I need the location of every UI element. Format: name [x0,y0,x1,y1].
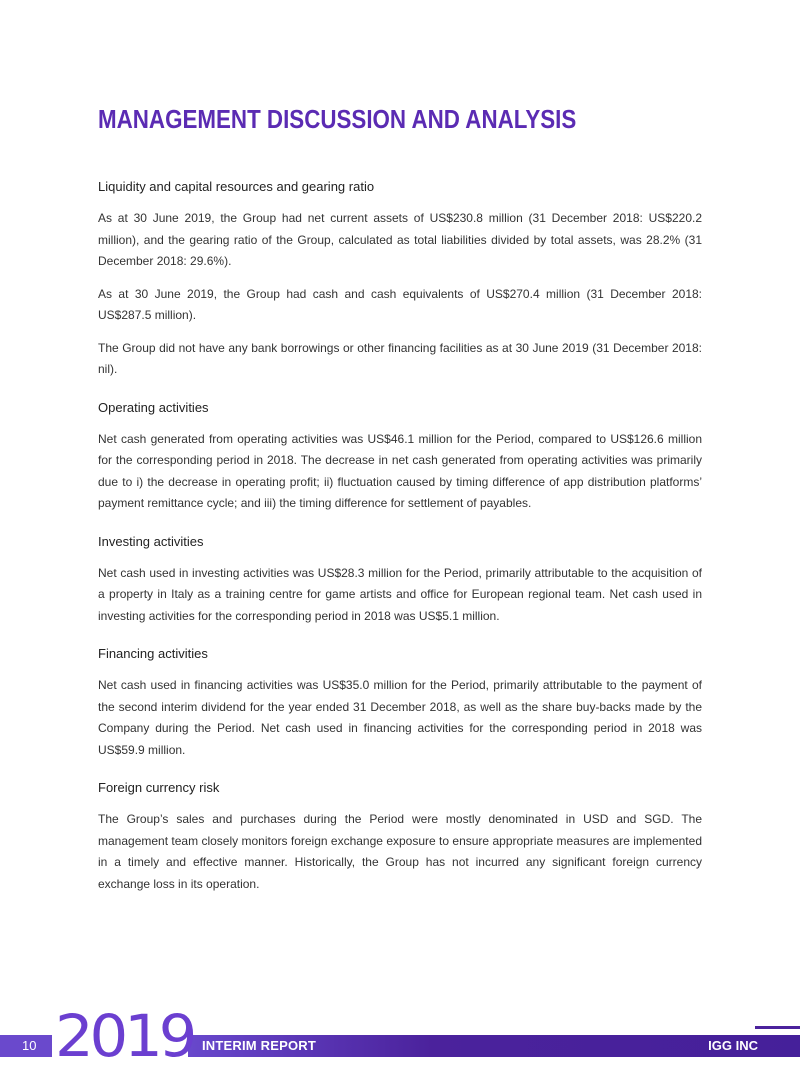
paragraph: The Group’s sales and purchases during the Period were mostly denominated in USD and SGD. The management team closely monitors foreign exchange exposure to ensure appropriate measures are implemented in a timely and effective manner. Historically, the Group has not incurred any significant foreign currency exchange loss in its operation. [98,812,702,891]
document-body [98,178,702,913]
section-heading: Liquidity and capital resources and gearing ratio [98,179,375,194]
section-heading: Investing activities [98,533,204,549]
section-heading: Foreign currency risk [98,780,220,795]
section-financing [98,645,702,761]
paragraph: Net cash used in financing activities was US$35.0 million for the Period, primarily attributable to the payment of the second interim dividend for the year ended 31 December 2018, as well as the share buy-backs made by the Company during the Period. Net cash used in financing activities for the corresponding period in 2018 was US$59.9 million. [98,678,702,757]
section-investing [98,533,702,628]
paragraph: Net cash generated from operating activities was US$46.1 million for the Period, compared to US$126.6 million for the corresponding period in 2018. The decrease in net cash generated from operating activities was primarily due to i) the decrease in operating profit; ii) fluctuation caused by timing difference of app distribution platforms’ payment remittance cycle; and iii) the timing difference for settlement of payables. [98,431,702,510]
report-label: INTERIM REPORT [202,1038,317,1053]
company-name: IGG INC [708,1038,758,1053]
footer-accent-line [755,1026,800,1029]
page-number: 10 [22,1038,37,1053]
section-operating [98,399,702,515]
paragraph: As at 30 June 2019, the Group had net current assets of US$230.8 million (31 December 2018: US$220.2 million), and the gearing ratio of the Group, calculated as total liabilities divided by total assets, was 28.2% (31 December 2018: 29.6%). [98,211,702,268]
section-heading: Operating activities [98,399,209,415]
page-title: MANAGEMENT DISCUSSION AND ANALYSIS [98,104,577,134]
footer-bar-right [188,1035,800,1057]
section-foreign-currency [98,779,702,895]
paragraph: The Group did not have any bank borrowings or other financing facilities as at 30 June 2019 (31 December 2018: nil). [98,340,702,376]
paragraph: As at 30 June 2019, the Group had cash and cash equivalents of US$270.4 million (31 December 2018: US$287.5 million). [98,286,702,322]
footer-bar-left [0,1035,52,1057]
section-heading: Financing activities [98,646,208,661]
year-logo: 2019 [55,1002,194,1070]
paragraph: Net cash used in investing activities was US$28.3 million for the Period, primarily attributable to the acquisition of a property in Italy as a training centre for game artists and office for European regional team. Net cash used in investing activities for the corresponding period in 2018 was US$5.1 million. [98,565,702,623]
section-liquidity [98,178,702,381]
